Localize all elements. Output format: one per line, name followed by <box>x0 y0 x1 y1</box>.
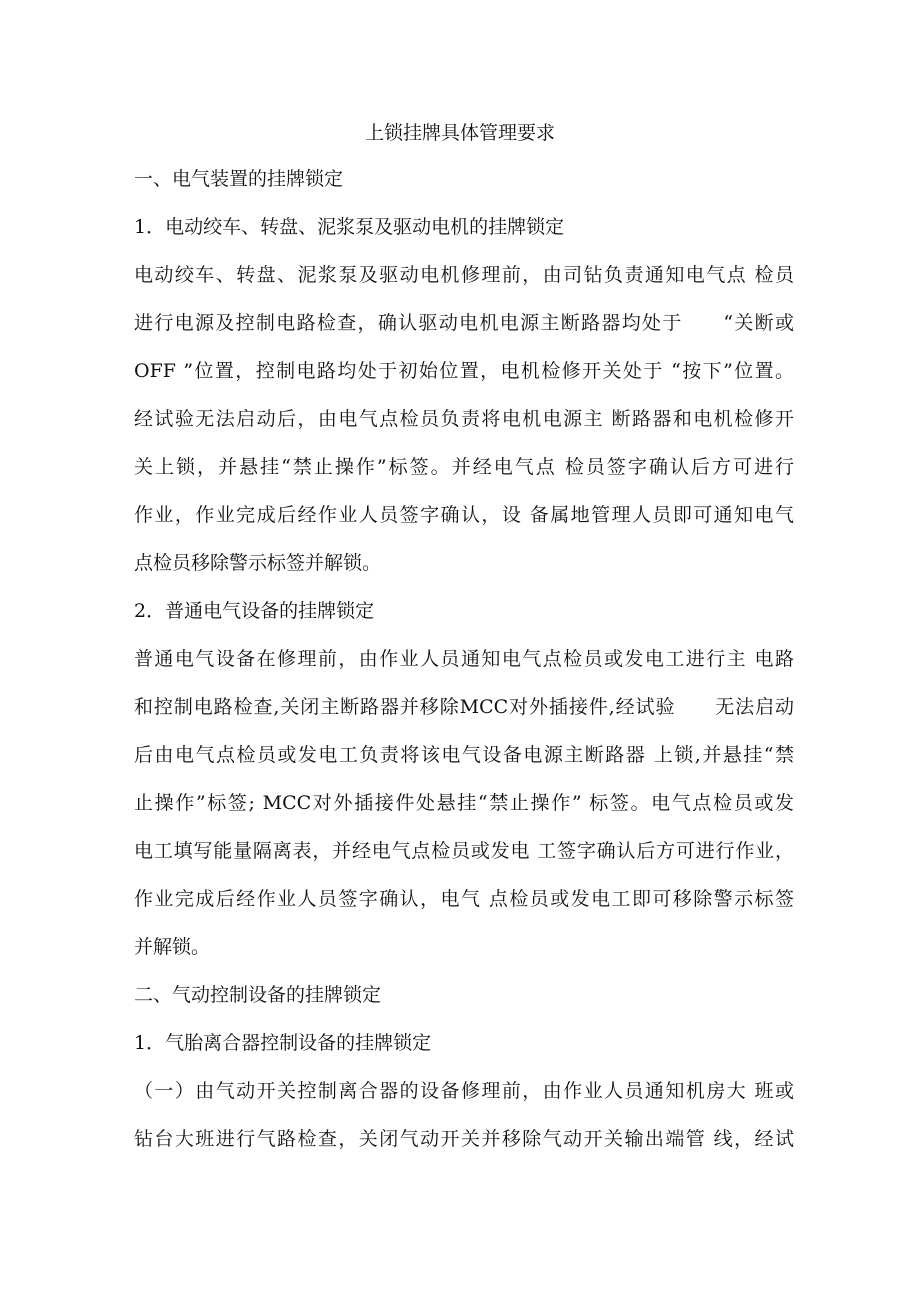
paragraph-line: 普通电气设备在修理前，由作业人员通知电气点检员或发电工进行主 电路 <box>134 648 794 670</box>
paragraph-line: 作业，作业完成后经作业人员签字确认，设 备属地管理人员即可通知电气 <box>134 504 794 526</box>
section-heading-pneumatic: 二、气动控制设备的挂牌锁定 <box>134 984 382 1006</box>
subheading-general-electrical: 2．普通电气设备的挂牌锁定 <box>134 600 375 622</box>
paragraph-line: 和控制电路检查,关闭主断路器并移除MCC对外插接件,经试验 无法启动 <box>134 696 794 718</box>
paragraph-line: 作业完成后经作业人员签字确认，电气 点检员或发电工即可移除警示标签 <box>134 888 794 910</box>
paragraph-line: 电动绞车、转盘、泥浆泵及驱动电机修理前，由司钻负责通知电气点 检员 <box>134 264 794 286</box>
subheading-electric-winch: 1．电动绞车、转盘、泥浆泵及驱动电机的挂牌锁定 <box>134 216 565 238</box>
paragraph-line: 后由电气点检员或发电工负责将该电气设备电源主断路器 上锁,并悬挂“禁 <box>134 744 794 766</box>
paragraph-line: 止操作”标签; MCC对外插接件处悬挂“禁止操作” 标签。电气点检员或发 <box>134 792 794 814</box>
paragraph-line: 点检员移除警示标签并解锁。 <box>134 552 382 574</box>
section-heading-electrical: 一、电气装置的挂牌锁定 <box>134 168 344 190</box>
paragraph-line: （一）由气动开关控制离合器的设备修理前，由作业人员通知机房大 班或 <box>134 1080 794 1102</box>
document-title: 上锁挂牌具体管理要求 <box>364 122 555 144</box>
paragraph-line: 经试验无法启动后，由电气点检员负责将电机电源主 断路器和电机检修开 <box>134 408 794 430</box>
paragraph-line: 钻台大班进行气路检查，关闭气动开关并移除气动开关输出端管 线，经试 <box>134 1128 794 1150</box>
paragraph-line: OFF ”位置，控制电路均处于初始位置，电机检修开关处于 “按下”位置。 <box>134 360 794 382</box>
paragraph-line: 并解锁。 <box>134 936 211 958</box>
paragraph-line: 进行电源及控制电路检查，确认驱动电机电源主断路器均处于 “关断或 <box>134 312 794 334</box>
paragraph-line: 关上锁，并悬挂“禁止操作”标签。并经电气点 检员签字确认后方可进行 <box>134 456 794 478</box>
paragraph-line: 电工填写能量隔离表，并经电气点检员或发电 工签字确认后方可进行作业， <box>134 840 794 862</box>
subheading-air-clutch: 1．气胎离合器控制设备的挂牌锁定 <box>134 1032 432 1054</box>
